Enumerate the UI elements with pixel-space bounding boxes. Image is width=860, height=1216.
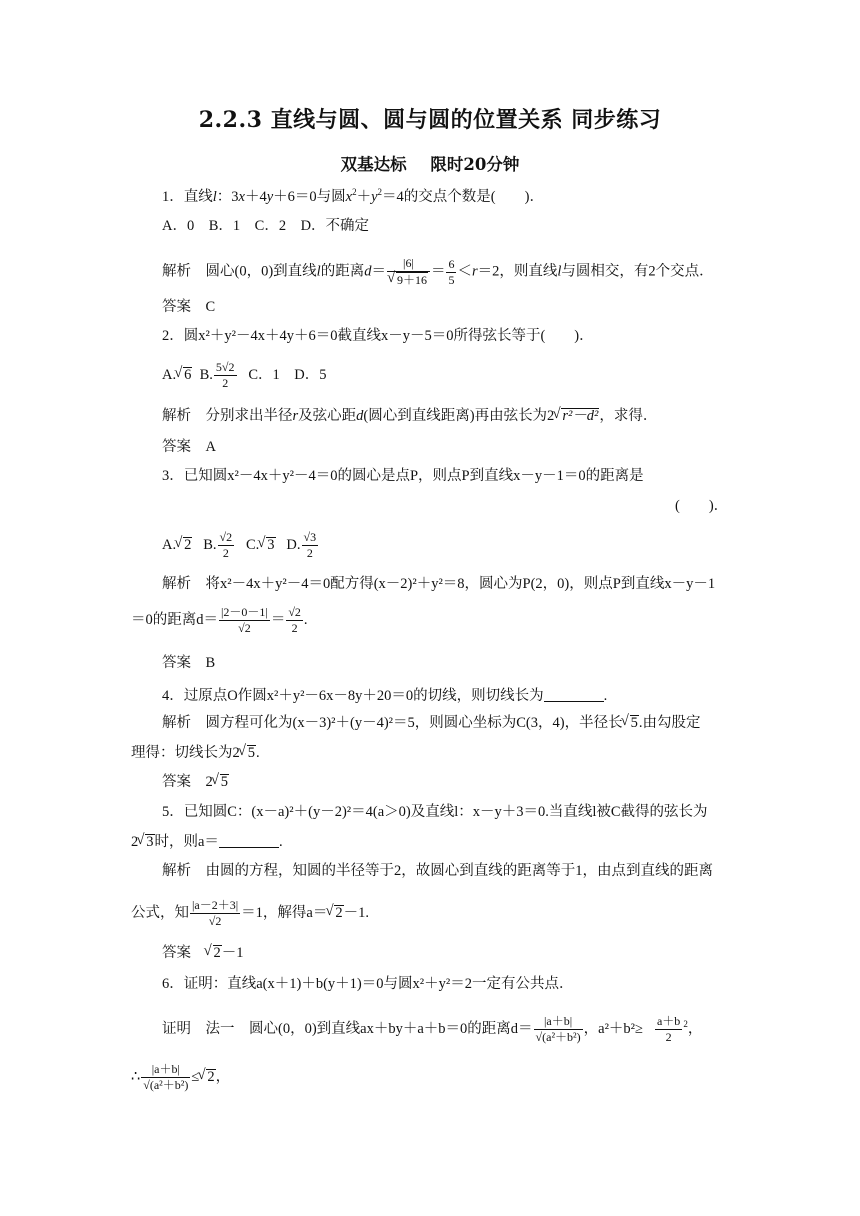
page-subtitle: 双基达标 限时20分钟 xyxy=(340,155,520,174)
q5-stem-line2: 2√ 3时，则a＝ . xyxy=(131,833,283,851)
q4-blank xyxy=(544,687,604,702)
q2-stem: 2．圆x²＋y²－4x＋4y＋6＝0截直线x－y－5＝0所得弦长等于( )． xyxy=(162,328,594,344)
q3-options: A.√ 2 B. $\frac{√2}{2}$ C.√ 3 D. $\frac{√3}{2}$ xyxy=(162,530,319,561)
q1-stem: 1．直线l：3x＋4y＋6＝0与圆$x^2+y^2=4$的交点个数是( )． xyxy=(162,187,544,205)
q1-analysis: 解析 圆心(0，0)到直线l的距离d＝ |6| √ 9＋16 ＝ $\frac{6}{5}$ ＜r＝2，则直线l与圆相交，有2个交点． xyxy=(162,256,714,288)
q4-analysis-line1: 解析 圆方程可化为(x－3)²＋(y－4)²＝5，则圆心坐标为C(3，4)，半径长√ 5.由勾股定 xyxy=(162,714,700,732)
q4-analysis-line2: 理得：切线长为2√ 5. xyxy=(131,744,260,762)
q6-proof-line2: ∴ $\frac{|a+b|}{\text{√(a²＋b²)}}$ ≤√ 2， xyxy=(131,1062,230,1093)
q6-stem: 6．证明：直线a(x＋1)＋b(y＋1)＝0与圆x²＋y²＝2一定有公共点． xyxy=(162,976,574,992)
q5-analysis-line1: 解析 由圆的方程，知圆的半径等于2，故圆心到直线的距离等于1，由点到直线的距离 xyxy=(162,863,713,879)
q5-answer: 答案 √ 2－1 xyxy=(162,944,244,962)
q3-analysis-line1: 解析 将x²－4x＋y²－4＝0配方得(x－2)²＋y²＝8，圆心为P(2，0)，则点P到直线x－y－1 xyxy=(162,576,716,592)
q2-answer: 答案 A xyxy=(162,439,216,455)
q2-analysis: 解析 分别求出半径r及弦心距d(圆心到直线距离)再由弦长为2√ r²－d²，求得． xyxy=(162,407,657,425)
q6-proof-line1: 证明 法一 圆心(0，0)到直线ax＋by＋a＋b＝0的距离d＝ $\frac{|a+b|}{\text{√(a²＋b²)}}$ ，a²＋b²≥ $\frac{a+b}{2}$ $^2$， xyxy=(162,1014,703,1044)
q5-stem-line1: 5．已知圆C：(x－a)²＋(y－2)²＝4(a＞0)及直线l：x－y＋3＝0.当直线l被C截得的弦长为 xyxy=(162,804,708,820)
q1-answer: 答案 C xyxy=(162,299,216,315)
q3-analysis-line2: ＝0的距离d＝ $\frac{|2-0-1|}{√2}$ ＝ $\frac{√2}{2}$ . xyxy=(131,605,308,635)
q1-frac-result: $\frac{6}{5}$ xyxy=(448,256,455,287)
page-title: 2.2.3 直线与圆、圆与圆的位置关系 同步练习 xyxy=(198,107,662,133)
q2-options: A.√ 6 B. $\frac{5√2}{2}$ C．1 D．5 xyxy=(162,360,327,391)
q1-frac-distance: |6| √ 9＋16 xyxy=(387,256,430,288)
q3-paren: ( )． xyxy=(675,498,729,514)
q4-stem: 4．过原点O作圆x²＋y²－6x－8y＋20＝0的切线，则切线长为 . xyxy=(162,688,608,704)
q5-blank xyxy=(219,833,279,848)
q3-stem: 3．已知圆x²－4x＋y²－4＝0的圆心是点P，则点P到直线x－y－1＝0的距离是 xyxy=(162,468,644,484)
q4-answer: 答案 2√ 5 xyxy=(162,773,229,791)
q1-options: A．0 B．1 C．2 D．不确定 xyxy=(162,218,370,234)
q3-answer: 答案 B xyxy=(162,655,216,671)
q5-analysis-line2: 公式，知 $\frac{|a-2+3|}{√2}$ ＝1，解得a＝√ 2－1. xyxy=(131,898,369,929)
